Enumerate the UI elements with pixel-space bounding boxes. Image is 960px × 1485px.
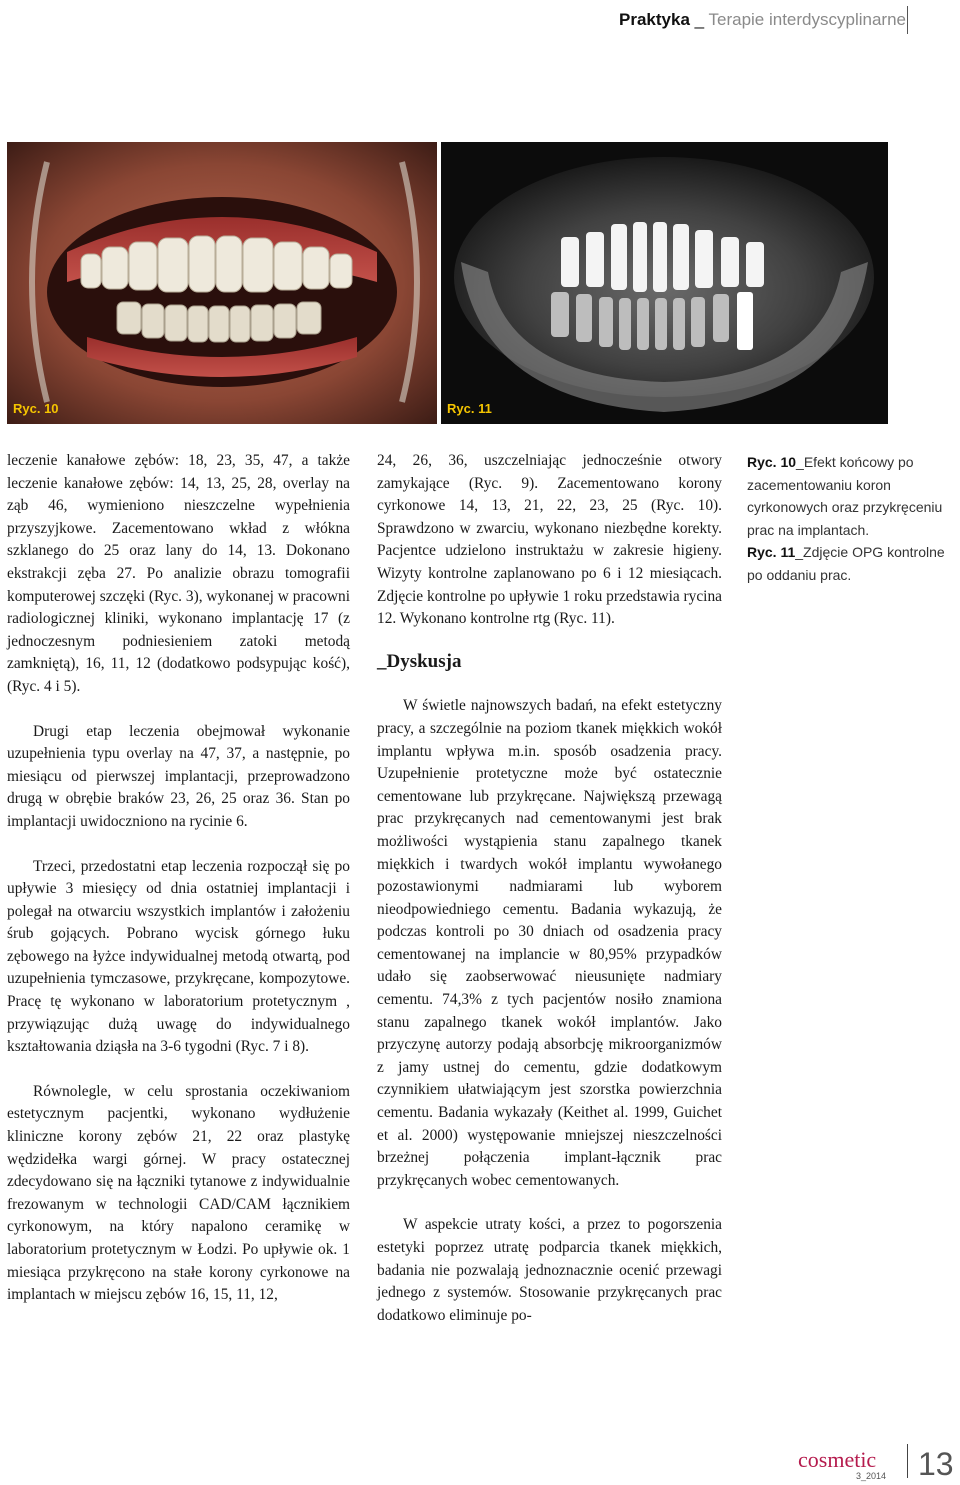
paragraph: Trzeci, przedostatni etap leczenia rozpoczął się po upływie 3 miesięcy od dnia ostatniej implantacji i polegał na otwarciu wszystkich implantów i założeniu śrub gojących. Pobrano wycisk górnego łuku zębowego na łyżce indywidualnej metodą otwartą, pod uzupełnienia tymczasowe, przykręcane, kompozytowe. Pracę tę wykonano w laboratorium protetycznym , przywiązując dużą uwagę do indywidualnego kształtowania dziąsła na 3-6 tygodni (Ryc. 7 i 8). [7, 857, 350, 1056]
caption-ryc-11 [747, 541, 947, 586]
header-subsection: Terapie interdyscyplinarne [708, 10, 906, 29]
panoramic-xray [441, 142, 888, 424]
header-separator: _ [689, 10, 709, 29]
paragraph: Równolegle, w celu sprostania oczekiwaniom estetycznym pacjentki, wykonano wydłużenie kliniczne korony zębów 21, 22 oraz plastykę wędzidełka wargi górnej. W pracy ostatecznej zdecydowano się na łączniki tytanowe z indywidualnie frezowanym w technologii CAD/CAM łącznikiem cyrkonowym, na który napalono ceramikę w laboratorium protetycznym w Łodzi. Po upływie ok. 1 miesiąca przykręcono na stałe korony cyrkonowe na implantach w miejscu zębów 16, 15, 11, 12, [7, 1082, 350, 1304]
text-column-2 [377, 450, 722, 1327]
header-rule [907, 6, 908, 34]
footer-rule [907, 1444, 908, 1478]
paragraph: W aspekcie utraty kości, a przez to pogorszenia estetyki poprzez utratę podparcia tkanek miękkich, badania nie pozwalają jednoznacznie ocenić przewagi jednego z systemów. Stosowanie przykręcanych prac dodatkowo eliminuje po- [377, 1216, 722, 1324]
figure-label: Ryc. 10 [13, 401, 59, 416]
page-number: 13 [918, 1446, 954, 1482]
figure-ryc-10 [7, 142, 437, 424]
figure-captions [747, 451, 947, 587]
paragraph: leczenie kanałowe zębów: 18, 23, 35, 47, a także leczenie kanałowe zębów: 14, 13, 25, 28, overlay na ząb 46, wymieniono nieszczelne wypełnienia przyszyjkowe. Zacementowano wkład z włókna szklanego do 25 oraz lany do 14, 13. Dokonano ekstrakcji zęba 27. Po analizie obrazu tomografii komputerowej szczęki (Ryc. 3), wykonanej w pracowni radiologicznej kliniki, wykonano implantację 17 (z jednoczesnym podniesieniem zatoki metodą zamkniętą), 16, 11, 12 (dodatkowo podsypując kość), (Ryc. 4 i 5). [7, 452, 350, 695]
caption-text: _Zdjęcie OPG kontrolne po oddaniu prac. [747, 544, 945, 583]
section-heading: _Dyskusja [377, 650, 462, 672]
caption-ryc-10 [747, 451, 947, 541]
figure-ryc-11 [441, 142, 888, 424]
figure-label: Ryc. 11 [447, 401, 492, 416]
paragraph: Drugi etap leczenia obejmował wykonanie uzupełnienia typu overlay na 47, 37, a następnie, po miesiącu od pierwszej implantacji, przeprowadzono drugą w obrębie braków 23, 26, 25 oraz 36. Stan po implantacji uwidoczniono na rycinie 6. [7, 722, 350, 830]
text-column-1 [7, 450, 350, 1307]
intraoral-photo [7, 142, 437, 424]
issue-number: 3_2014 [856, 1471, 887, 1481]
header-section: Praktyka [619, 10, 690, 29]
paragraph: W świetle najnowszych badań, na efekt estetyczny pracy, a szczególnie na poziom tkanek miękkich wokół implantu wpływa m.in. sposób osadzenia pracy. Uzupełnienie protetyczne może być ostatecznie cementowane lub przykręcane. Największą przewagą prac przykręcanych nad cementowanymi jest brak możliwości wystąpienia stanu zapalnego tkanek miękkich i twardych wokół implantu wywołanego pozostawionymi nadmiarami lub wyborem nieodpowiedniego cementu. Badania wykazują, że podczas kontroli po 30 dniach od osadzenia pracy cementowanej na implancie w 80,95% przypadków udało się zaobserwować nieusunięte nadmiary cementu. 74,3% z tych pacjentów nosiło znamiona stanu zapalnego tkanek wokół implantów. Jako przyczynę autorzy podają absorbcję mikroorganizmów z jamy ustnej do cementu, gdzie dodatkowym czynnikiem ułatwiającym jest szorstka powierzchnia cementu. Badania wykazały (Keithet al. 1999, Guichet et al. 2000) występowanie mniejszej nieszczelności brzeżnej połączenia implant-łącznik prac przykręcanych wobec cementowanych. [377, 697, 722, 1189]
caption-label: Ryc. 10 [747, 454, 797, 470]
running-header [619, 10, 906, 30]
paragraph: 24, 26, 36, uszczelniając jednocześnie otwory zamykające (Ryc. 9). Zacementowano korony cyrkonowe 14, 13, 21, 22, 23, 25 (Ryc. 10). Sprawdzono w zwarciu, wykonano niezbędne korekty. Pacjentce udzielono instruktażu w zakresie higieny. Wizyty kontrolne zaplanowano po 6 i 12 miesiącach. Zdjęcie kontrolne po upływie 1 roku przedstawia rycina 12. Wykonano kontrolne rtg (Ryc. 11). [377, 452, 722, 628]
caption-label: Ryc. 11 [747, 544, 796, 561]
magazine-brand: cosmetic [798, 1447, 877, 1472]
caption-text: _Efekt końcowy po zacementowaniu koron cyrkonowych oraz przykręceniu prac na implantach. [747, 454, 943, 538]
